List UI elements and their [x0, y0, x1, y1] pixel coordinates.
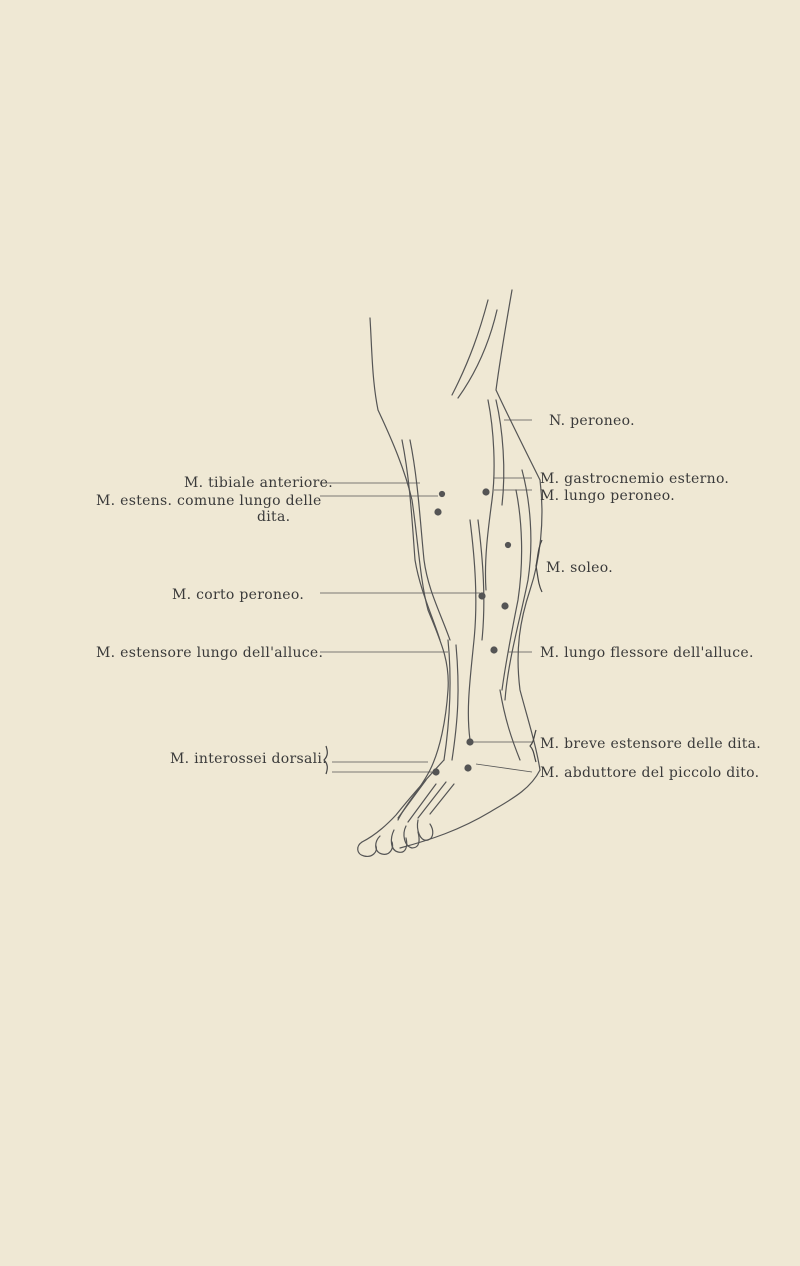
leg-posterior-contour: [496, 290, 542, 770]
label-interossei-dorsali: M. interossei dorsali.: [170, 751, 327, 767]
label-flessore-alluce: M. lungo flessore dell'alluce.: [540, 645, 754, 661]
label-tibiale-anteriore: M. tibiale anteriore.: [184, 475, 333, 491]
marker-3: [483, 489, 489, 495]
metatarsal-lines: [398, 780, 454, 822]
gastro-belly-2: [496, 400, 504, 505]
marker-2: [440, 492, 445, 497]
label-corto-peroneo: M. corto peroneo.: [172, 587, 305, 603]
marker-4: [479, 593, 485, 599]
marker-1: [435, 509, 441, 515]
marker-10: [506, 543, 511, 548]
tendon-front-2: [452, 645, 458, 760]
peroneus-line-2: [478, 520, 484, 640]
label-estensore-alluce: M. estensore lungo dell'alluce.: [96, 645, 324, 661]
tibialis-belly: [402, 440, 440, 640]
thigh-line-1: [452, 300, 488, 395]
foot-sole: [400, 770, 540, 848]
soleus-line-2: [502, 490, 522, 690]
marker-6: [491, 647, 497, 653]
label-soleo: M. soleo.: [546, 560, 613, 576]
label-breve-estensore: M. breve estensore delle dita.: [540, 736, 762, 752]
peroneus-line: [468, 520, 476, 740]
tibialis-belly-inner: [410, 440, 450, 640]
toe-5: [417, 820, 432, 840]
label-estens-comune-line1: M. estens. comune lungo delle: [96, 493, 322, 509]
toe-1: [358, 842, 377, 856]
tendon-back: [500, 690, 520, 760]
label-estens-comune-line2: dita.: [257, 509, 291, 525]
label-n-peroneo: N. peroneo.: [549, 413, 635, 429]
leg-anterior-contour: [370, 318, 448, 820]
marker-8: [465, 765, 471, 771]
toe-2: [376, 836, 393, 854]
label-gastrocnemio: M. gastrocnemio esterno.: [540, 471, 730, 487]
leader-lines: [320, 420, 532, 772]
marker-5: [502, 603, 508, 609]
label-abduttore: M. abduttore del piccolo dito.: [540, 765, 760, 781]
thigh-line-2: [458, 310, 497, 398]
label-lungo-peroneo: M. lungo peroneo.: [540, 488, 675, 504]
